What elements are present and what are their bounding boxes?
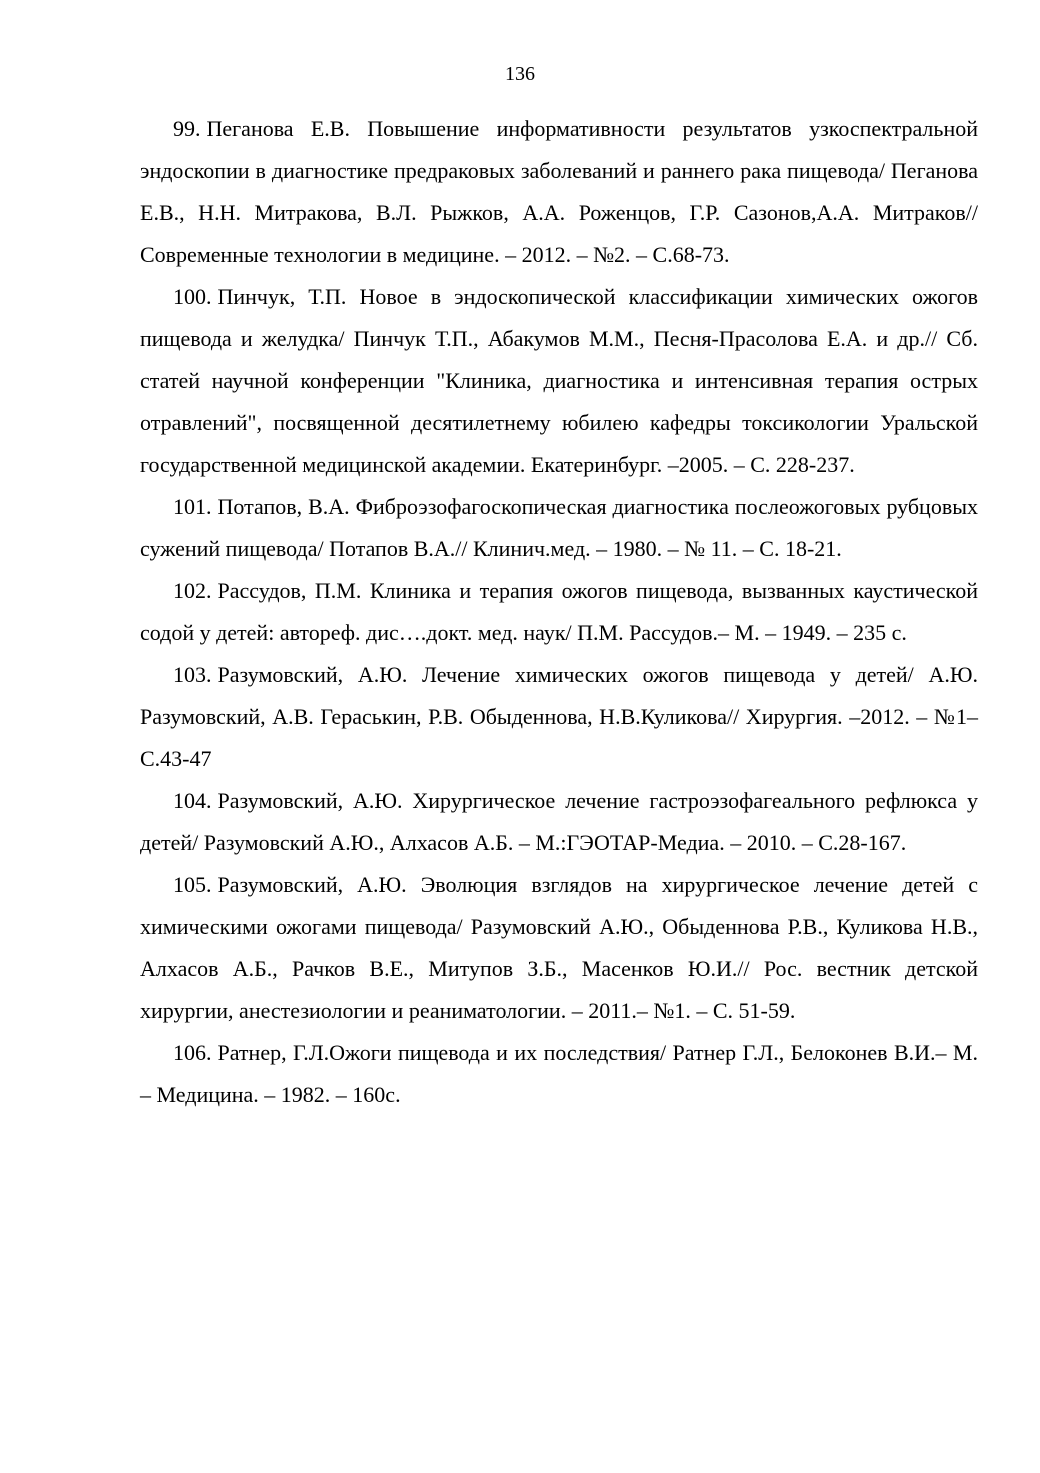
reference-text: Разумовский, А.Ю. Хирургическое лечение гастроэзофагеального рефлюкса у детей/ Разумовский А.Ю., Алхасов А.Б. – М.:ГЭОТАР-Медиа. – 2010. – С.28-167. bbox=[140, 788, 978, 855]
reference-number: 105. bbox=[173, 872, 212, 897]
reference-text: Пинчук, Т.П. Новое в эндоскопической классификации химических ожогов пищевода и желудка/ Пинчук Т.П., Абакумов М.М., Песня-Прасолова Е.А. и др.// Сб. статей научной конференции "Клиника, диагностика и интенсивная терапия острых отравлений", посвященной десятилетнему юбилею кафедры токсикологии Уральской государственной медицинской академии. Екатеринбург. –2005. – С. 228-237. bbox=[140, 284, 978, 477]
reference-item-99 bbox=[140, 108, 978, 276]
reference-item-103 bbox=[140, 654, 978, 780]
reference-number: 102. bbox=[173, 578, 212, 603]
reference-item-106 bbox=[140, 1032, 978, 1116]
reference-number: 104. bbox=[173, 788, 212, 813]
page-number: 136 bbox=[505, 63, 535, 85]
reference-item-102 bbox=[140, 570, 978, 654]
reference-number: 106. bbox=[173, 1040, 212, 1065]
reference-text: Рассудов, П.М. Клиника и терапия ожогов пищевода, вызванных каустической содой у детей: автореф. дис….докт. мед. наук/ П.М. Рассудов.– М. – 1949. – 235 с. bbox=[140, 578, 978, 645]
reference-text: Пеганова Е.В. Повышение информативности результатов узкоспектральной эндоскопии в диагностике предраковых заболеваний и раннего рака пищевода/ Пеганова Е.В., Н.Н. Митракова, В.Л. Рыжков, А.А. Роженцов, Г.Р. Сазонов,А.А. Митраков// Современные технологии в медицине. – 2012. – №2. – С.68-73. bbox=[140, 116, 978, 267]
reference-number: 100. bbox=[173, 284, 212, 309]
reference-number: 101. bbox=[173, 494, 212, 519]
reference-item-105 bbox=[140, 864, 978, 1032]
reference-item-100 bbox=[140, 276, 978, 486]
reference-item-101 bbox=[140, 486, 978, 570]
reference-text: Потапов, В.А. Фиброэзофагоскопическая диагностика послеожоговых рубцовых сужений пищевода/ Потапов В.А.// Клинич.мед. – 1980. – № 11. – С. 18-21. bbox=[140, 494, 978, 561]
reference-number: 99. bbox=[173, 116, 201, 141]
reference-list bbox=[140, 108, 978, 1116]
reference-item-104 bbox=[140, 780, 978, 864]
reference-number: 103. bbox=[173, 662, 212, 687]
reference-text: Разумовский, А.Ю. Эволюция взглядов на хирургическое лечение детей с химическими ожогами пищевода/ Разумовский А.Ю., Обыденнова Р.В., Куликова Н.В., Алхасов А.Б., Рачков В.Е., Митупов З.Б., Масенков Ю.И.// Рос. вестник детской хирургии, анестезиологии и реаниматологии. – 2011.– №1. – С. 51-59. bbox=[140, 872, 978, 1023]
reference-text: Ратнер, Г.Л.Ожоги пищевода и их последствия/ Ратнер Г.Л., Белоконев В.И.– М. – Медицина. – 1982. – 160с. bbox=[140, 1040, 978, 1107]
reference-text: Разумовский, А.Ю. Лечение химических ожогов пищевода у детей/ А.Ю. Разумовский, А.В. Гераськин, Р.В. Обыденнова, Н.В.Куликова// Хирургия. –2012. – №1– С.43-47 bbox=[140, 662, 978, 771]
